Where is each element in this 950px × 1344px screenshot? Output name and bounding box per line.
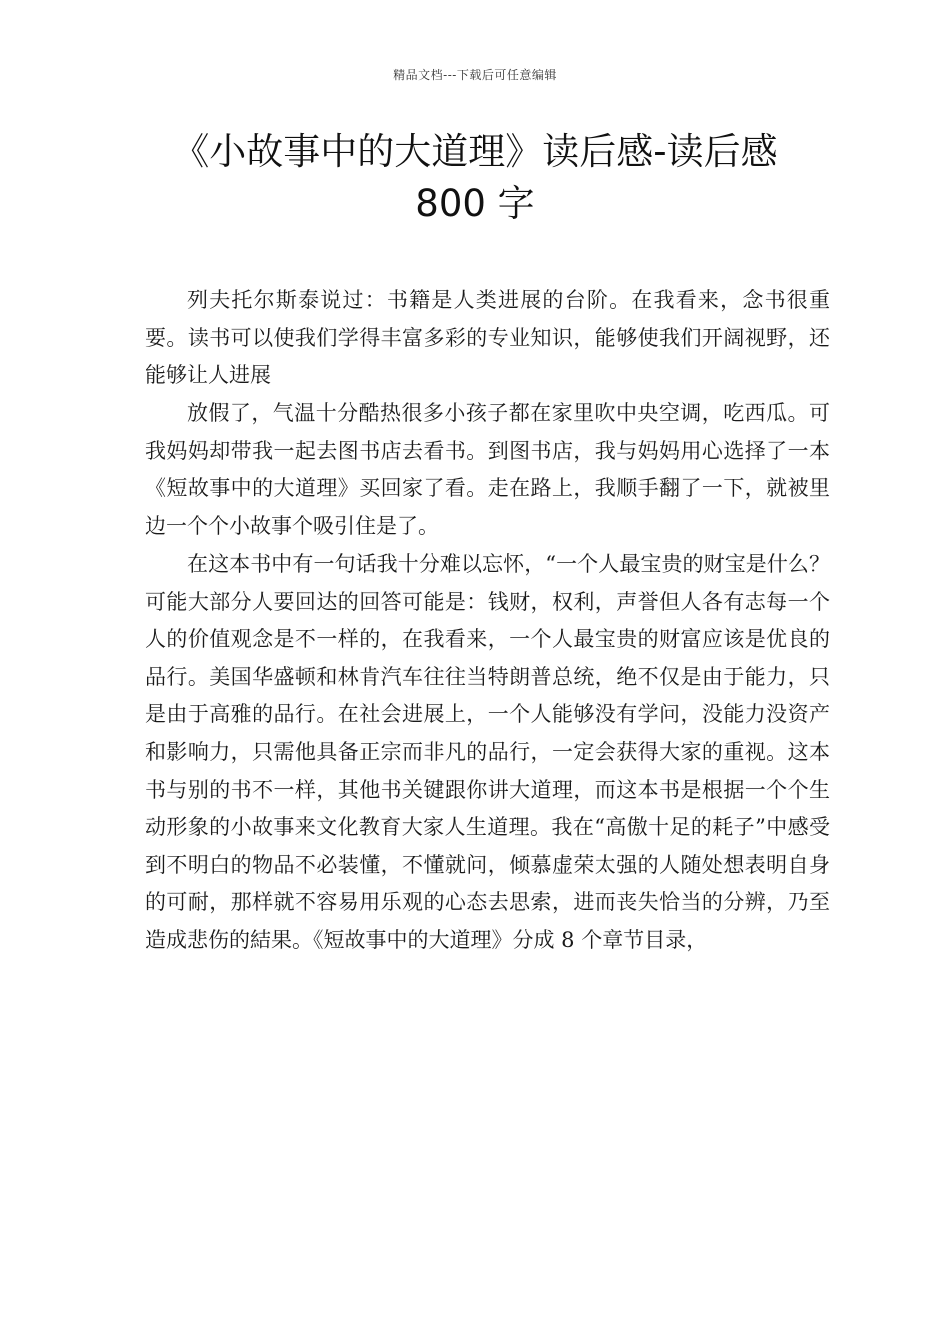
title-line-1: 《小故事中的大道理》读后感-读后感 [172,130,778,173]
title-line-2: 800 字 [415,182,535,225]
document-body [145,282,830,960]
paragraph: 放假了，气温十分酷热很多小孩子都在家里吹中央空调，吃西瓜。可我妈妈却带我一起去图书店去看书。到图书店，我与妈妈用心选择了一本《短故事中的大道理》买回家了看。走在路上，我顺手翻了一下，就被里边一个个小故事个吸引住是了。 [145,401,830,538]
paragraph: 在这本书中有一句话我十分难以忘怀，“一个人最宝贵的财宝是什么？可能大部分人要回达的回答可能是：钱财，权利，声誉但人各有志每一个人的价值观念是不一样的，在我看来，一个人最宝贵的财富应该是优良的品行。美国华盛顿和林肯汽车往往当特朗普总统，绝不仅是由于能力，只是由于高雅的品行。在社会进展上，一个人能够没有学问，没能力没资产和影响力，只需他具备正宗而非凡的品行，一定会获得大家的重视。这本书与别的书不一样，其他书关键跟你讲大道理，而这本书是根据一个个生动形象的小故事来文化教育大家人生道理。我在“高傲十足的耗子”中感受到不明白的物品不必装懂，不懂就问，倾慕虚荣太强的人随处想表明自身的可耐，那样就不容易用乐观的心态去思索，进而丧失恰当的分辨，乃至造成悲伤的結果。《短故事中的大道理》分成 8 个章节目录， [145,551,830,952]
header-note: 精品文档---下载后可任意编辑 [393,68,557,82]
paragraph: 列夫托尔斯泰说过：书籍是人类进展的台阶。在我看来，念书很重要。读书可以使我们学得丰富多彩的专业知识，能够使我们开阔视野，还能够让人进展 [145,288,830,388]
document-title [100,126,850,230]
